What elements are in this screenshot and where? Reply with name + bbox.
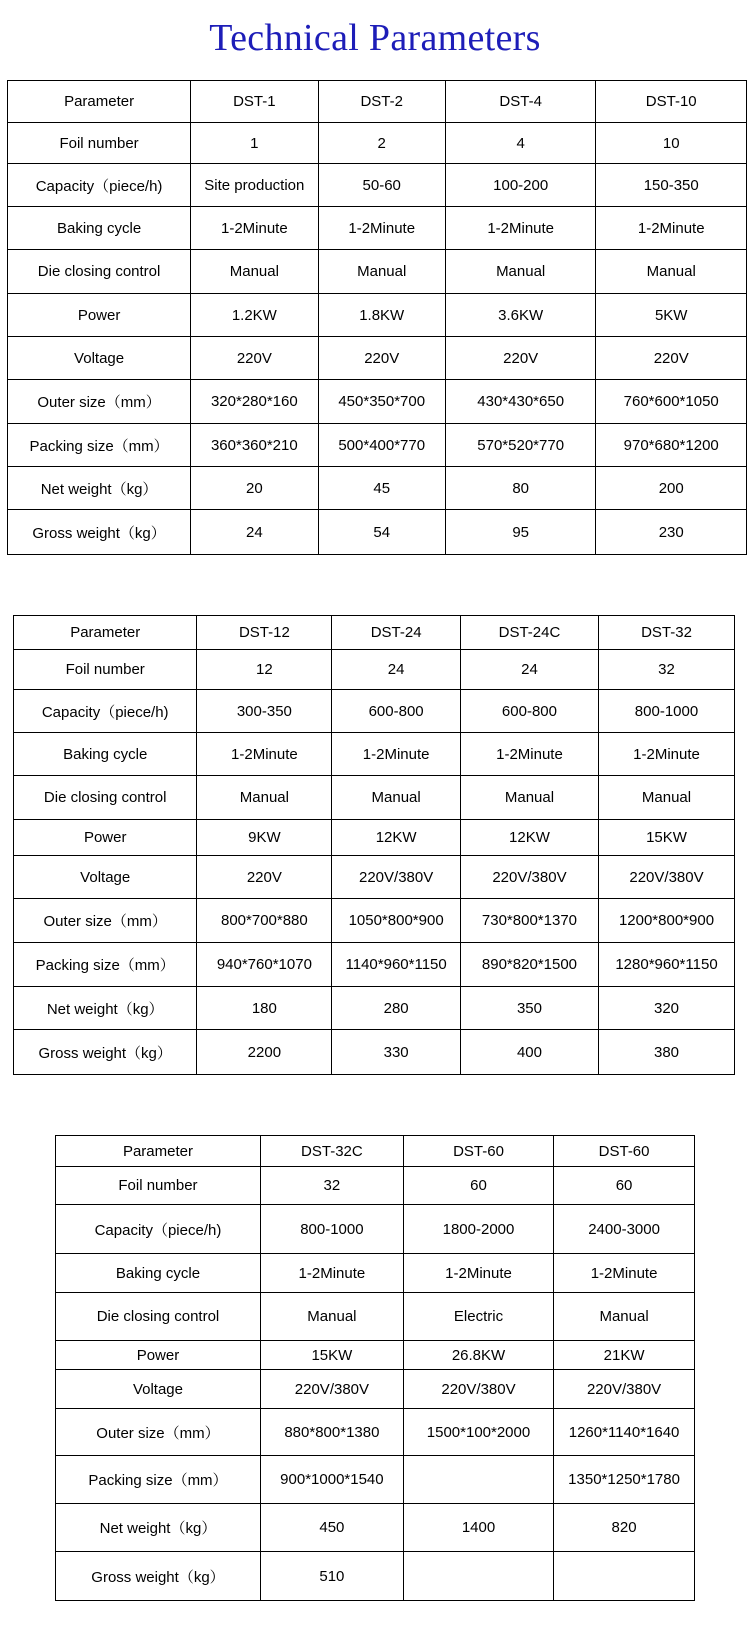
page-title: Technical Parameters bbox=[209, 17, 541, 59]
table-row bbox=[14, 1030, 735, 1075]
value-cell: 940*760*1070 bbox=[197, 943, 332, 987]
value-cell: 890*820*1500 bbox=[460, 943, 598, 987]
value-cell: 220V/380V bbox=[403, 1370, 553, 1409]
table-row bbox=[8, 123, 747, 164]
value-cell: 1.2KW bbox=[191, 294, 318, 337]
value-cell: 20 bbox=[191, 467, 318, 510]
value-cell: 1800-2000 bbox=[403, 1205, 553, 1254]
parameter-cell: Baking cycle bbox=[8, 207, 191, 250]
table-row bbox=[14, 899, 735, 943]
table-row bbox=[56, 1456, 695, 1504]
value-cell: 9KW bbox=[197, 820, 332, 856]
table-row bbox=[14, 820, 735, 856]
value-cell: 1-2Minute bbox=[318, 207, 445, 250]
value-cell: 54 bbox=[318, 510, 445, 555]
value-cell: 800*700*880 bbox=[197, 899, 332, 943]
value-cell: Manual bbox=[460, 776, 598, 820]
value-cell: Manual bbox=[260, 1293, 403, 1341]
value-cell: Site production bbox=[191, 164, 318, 207]
value-cell: 50-60 bbox=[318, 164, 445, 207]
parameter-cell: Power bbox=[56, 1341, 261, 1370]
table-row bbox=[8, 207, 747, 250]
value-cell: 1-2Minute bbox=[445, 207, 596, 250]
value-cell: 1-2Minute bbox=[554, 1254, 695, 1293]
value-cell: 1140*960*1150 bbox=[332, 943, 461, 987]
value-cell: 220V/380V bbox=[460, 856, 598, 899]
table-row bbox=[56, 1370, 695, 1409]
value-cell: Manual bbox=[554, 1293, 695, 1341]
table-row bbox=[8, 467, 747, 510]
value-cell: 1-2Minute bbox=[332, 733, 461, 776]
header-cell-parameter: Parameter bbox=[56, 1136, 261, 1167]
value-cell: 380 bbox=[599, 1030, 735, 1075]
value-cell: 600-800 bbox=[332, 690, 461, 733]
value-cell: 80 bbox=[445, 467, 596, 510]
value-cell: 1280*960*1150 bbox=[599, 943, 735, 987]
parameter-cell: Capacity（piece/h) bbox=[14, 690, 197, 733]
table-row bbox=[14, 733, 735, 776]
value-cell: 300-350 bbox=[197, 690, 332, 733]
value-cell: 220V/380V bbox=[332, 856, 461, 899]
parameter-cell: Net weight（kg） bbox=[14, 987, 197, 1030]
value-cell: 510 bbox=[260, 1552, 403, 1601]
value-cell: 1-2Minute bbox=[596, 207, 747, 250]
value-cell: 1-2Minute bbox=[260, 1254, 403, 1293]
value-cell: Manual bbox=[596, 250, 747, 294]
table-row bbox=[56, 1504, 695, 1552]
header-cell-parameter: Parameter bbox=[14, 616, 197, 650]
value-cell: 1-2Minute bbox=[599, 733, 735, 776]
parameter-cell: Voltage bbox=[8, 337, 191, 380]
value-cell: 1-2Minute bbox=[403, 1254, 553, 1293]
value-cell: 500*400*770 bbox=[318, 424, 445, 467]
value-cell: 21KW bbox=[554, 1341, 695, 1370]
parameter-cell: Outer size（mm） bbox=[8, 380, 191, 424]
value-cell: 800-1000 bbox=[599, 690, 735, 733]
value-cell: 760*600*1050 bbox=[596, 380, 747, 424]
value-cell: 280 bbox=[332, 987, 461, 1030]
value-cell: 1-2Minute bbox=[197, 733, 332, 776]
value-cell: 26.8KW bbox=[403, 1341, 553, 1370]
parameter-cell: Baking cycle bbox=[14, 733, 197, 776]
value-cell: 730*800*1370 bbox=[460, 899, 598, 943]
parameter-cell: Foil number bbox=[56, 1167, 261, 1205]
value-cell: 220V bbox=[445, 337, 596, 380]
spec-table-1 bbox=[7, 80, 747, 555]
parameter-cell: Outer size（mm） bbox=[14, 899, 197, 943]
value-cell: 220V/380V bbox=[260, 1370, 403, 1409]
table-row bbox=[8, 380, 747, 424]
value-cell: 320 bbox=[599, 987, 735, 1030]
value-cell: 60 bbox=[403, 1167, 553, 1205]
value-cell: 220V bbox=[197, 856, 332, 899]
value-cell: 12KW bbox=[332, 820, 461, 856]
value-cell: 800-1000 bbox=[260, 1205, 403, 1254]
table-row bbox=[56, 1254, 695, 1293]
value-cell: 45 bbox=[318, 467, 445, 510]
value-cell: 400 bbox=[460, 1030, 598, 1075]
parameter-cell: Power bbox=[14, 820, 197, 856]
parameter-cell: Die closing control bbox=[56, 1293, 261, 1341]
value-cell: 220V bbox=[596, 337, 747, 380]
header-cell-model: DST-2 bbox=[318, 81, 445, 123]
value-cell: Manual bbox=[599, 776, 735, 820]
table-row bbox=[8, 294, 747, 337]
parameter-cell: Foil number bbox=[14, 650, 197, 690]
table-row bbox=[56, 1167, 695, 1205]
value-cell: 1-2Minute bbox=[191, 207, 318, 250]
value-cell: 570*520*770 bbox=[445, 424, 596, 467]
parameter-cell: Packing size（mm） bbox=[14, 943, 197, 987]
value-cell: 32 bbox=[260, 1167, 403, 1205]
value-cell: 1260*1140*1640 bbox=[554, 1409, 695, 1456]
value-cell: 2200 bbox=[197, 1030, 332, 1075]
header-cell-parameter: Parameter bbox=[8, 81, 191, 123]
value-cell: 95 bbox=[445, 510, 596, 555]
value-cell: 970*680*1200 bbox=[596, 424, 747, 467]
value-cell: 12KW bbox=[460, 820, 598, 856]
value-cell bbox=[554, 1552, 695, 1601]
header-cell-model: DST-32 bbox=[599, 616, 735, 650]
table-row bbox=[56, 1205, 695, 1254]
value-cell: 10 bbox=[596, 123, 747, 164]
value-cell: 360*360*210 bbox=[191, 424, 318, 467]
header-row bbox=[14, 616, 735, 650]
table-row bbox=[14, 856, 735, 899]
value-cell: 60 bbox=[554, 1167, 695, 1205]
value-cell: 220V/380V bbox=[554, 1370, 695, 1409]
header-cell-model: DST-1 bbox=[191, 81, 318, 123]
header-cell-model: DST-60 bbox=[403, 1136, 553, 1167]
header-cell-model: DST-24C bbox=[460, 616, 598, 650]
value-cell: Manual bbox=[191, 250, 318, 294]
value-cell: 180 bbox=[197, 987, 332, 1030]
value-cell: 330 bbox=[332, 1030, 461, 1075]
header-cell-model: DST-32C bbox=[260, 1136, 403, 1167]
value-cell: Manual bbox=[332, 776, 461, 820]
value-cell: Manual bbox=[445, 250, 596, 294]
table-row bbox=[56, 1293, 695, 1341]
parameter-cell: Gross weight（kg） bbox=[14, 1030, 197, 1075]
value-cell: 24 bbox=[332, 650, 461, 690]
table-row bbox=[56, 1341, 695, 1370]
parameter-cell: Packing size（mm） bbox=[56, 1456, 261, 1504]
header-row bbox=[56, 1136, 695, 1167]
value-cell: 200 bbox=[596, 467, 747, 510]
table-row bbox=[14, 650, 735, 690]
parameter-cell: Net weight（kg） bbox=[8, 467, 191, 510]
table-row bbox=[8, 250, 747, 294]
value-cell: 450 bbox=[260, 1504, 403, 1552]
value-cell: 32 bbox=[599, 650, 735, 690]
table-row bbox=[8, 424, 747, 467]
table-row bbox=[8, 510, 747, 555]
value-cell: 220V bbox=[318, 337, 445, 380]
value-cell: 2400-3000 bbox=[554, 1205, 695, 1254]
parameter-cell: Voltage bbox=[14, 856, 197, 899]
value-cell: 24 bbox=[460, 650, 598, 690]
parameter-cell: Voltage bbox=[56, 1370, 261, 1409]
parameter-cell: Die closing control bbox=[14, 776, 197, 820]
header-cell-model: DST-12 bbox=[197, 616, 332, 650]
value-cell: 1.8KW bbox=[318, 294, 445, 337]
value-cell: 3.6KW bbox=[445, 294, 596, 337]
parameter-cell: Die closing control bbox=[8, 250, 191, 294]
value-cell: 1400 bbox=[403, 1504, 553, 1552]
header-cell-model: DST-10 bbox=[596, 81, 747, 123]
parameter-cell: Baking cycle bbox=[56, 1254, 261, 1293]
parameter-cell: Capacity（piece/h) bbox=[8, 164, 191, 207]
spec-table-3 bbox=[55, 1135, 695, 1601]
value-cell: 320*280*160 bbox=[191, 380, 318, 424]
value-cell: 880*800*1380 bbox=[260, 1409, 403, 1456]
value-cell: 600-800 bbox=[460, 690, 598, 733]
header-cell-model: DST-24 bbox=[332, 616, 461, 650]
value-cell: 230 bbox=[596, 510, 747, 555]
parameter-cell: Capacity（piece/h) bbox=[56, 1205, 261, 1254]
table-row bbox=[8, 337, 747, 380]
value-cell: 1-2Minute bbox=[460, 733, 598, 776]
parameter-cell: Net weight（kg） bbox=[56, 1504, 261, 1552]
value-cell: 220V bbox=[191, 337, 318, 380]
value-cell: 100-200 bbox=[445, 164, 596, 207]
value-cell: 900*1000*1540 bbox=[260, 1456, 403, 1504]
value-cell bbox=[403, 1456, 553, 1504]
table-row bbox=[14, 776, 735, 820]
table-row bbox=[14, 987, 735, 1030]
table-row bbox=[56, 1409, 695, 1456]
value-cell: 1050*800*900 bbox=[332, 899, 461, 943]
parameter-cell: Packing size（mm） bbox=[8, 424, 191, 467]
spec-table-2 bbox=[13, 615, 735, 1075]
value-cell bbox=[403, 1552, 553, 1601]
header-row bbox=[8, 81, 747, 123]
value-cell: 150-350 bbox=[596, 164, 747, 207]
table-row bbox=[14, 690, 735, 733]
parameter-cell: Foil number bbox=[8, 123, 191, 164]
parameter-cell: Gross weight（kg） bbox=[8, 510, 191, 555]
header-cell-model: DST-60 bbox=[554, 1136, 695, 1167]
table-row bbox=[14, 943, 735, 987]
value-cell: 15KW bbox=[599, 820, 735, 856]
header-cell-model: DST-4 bbox=[445, 81, 596, 123]
value-cell: Electric bbox=[403, 1293, 553, 1341]
value-cell: 430*430*650 bbox=[445, 380, 596, 424]
parameter-cell: Outer size（mm） bbox=[56, 1409, 261, 1456]
value-cell: 15KW bbox=[260, 1341, 403, 1370]
value-cell: 1200*800*900 bbox=[599, 899, 735, 943]
value-cell: 12 bbox=[197, 650, 332, 690]
value-cell: 220V/380V bbox=[599, 856, 735, 899]
value-cell: Manual bbox=[197, 776, 332, 820]
value-cell: Manual bbox=[318, 250, 445, 294]
parameter-cell: Gross weight（kg） bbox=[56, 1552, 261, 1601]
value-cell: 350 bbox=[460, 987, 598, 1030]
value-cell: 2 bbox=[318, 123, 445, 164]
value-cell: 820 bbox=[554, 1504, 695, 1552]
value-cell: 24 bbox=[191, 510, 318, 555]
value-cell: 1 bbox=[191, 123, 318, 164]
value-cell: 4 bbox=[445, 123, 596, 164]
value-cell: 450*350*700 bbox=[318, 380, 445, 424]
value-cell: 1350*1250*1780 bbox=[554, 1456, 695, 1504]
parameter-cell: Power bbox=[8, 294, 191, 337]
value-cell: 5KW bbox=[596, 294, 747, 337]
table-row bbox=[56, 1552, 695, 1601]
value-cell: 1500*100*2000 bbox=[403, 1409, 553, 1456]
table-row bbox=[8, 164, 747, 207]
